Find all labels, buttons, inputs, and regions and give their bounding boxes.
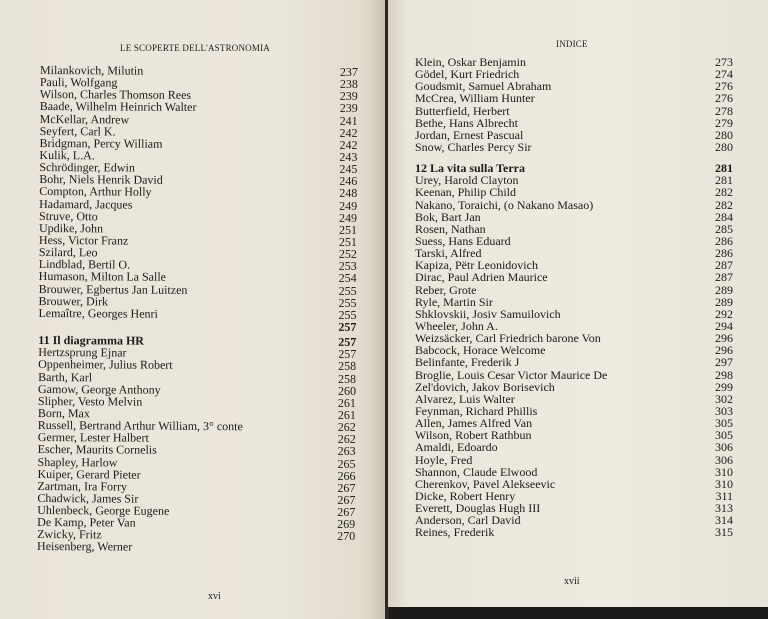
entry-name: Bohr, Niels Henrik David [39, 172, 163, 188]
entry-name: Cherenkov, Pavel Alekseevic [415, 476, 556, 491]
entry-page-number: 267 [337, 480, 356, 495]
index-entry [415, 141, 733, 153]
entry-name: Chadwick, James Sir [37, 490, 139, 506]
index-entry [415, 381, 733, 393]
entry-page-number: 305 [715, 428, 733, 443]
entry-page-number: 249 [339, 198, 358, 213]
entry-page-number: 310 [715, 476, 733, 491]
index-entry [415, 466, 733, 478]
entry-page-number: 276 [715, 79, 733, 94]
entry-page-number: 257 [338, 319, 357, 334]
entry-page-number: 258 [338, 359, 357, 374]
entry-page-number: 286 [715, 246, 733, 261]
entry-name: Dicke, Robert Henry [415, 488, 516, 503]
entry-name: Wilson, Robert Rathbun [415, 428, 532, 443]
entry-name: Heisenberg, Werner [37, 539, 133, 555]
index-entry [415, 211, 733, 223]
entry-page-number: 287 [715, 270, 733, 285]
entry-name: Belinfante, Frederik J [415, 355, 520, 370]
entry-page-number: 252 [338, 246, 357, 262]
index-entry [415, 284, 733, 296]
entry-page-number: 315 [715, 525, 733, 540]
running-head: INDICE [556, 39, 588, 49]
entry-name: Gödel, Kurt Friedrich [415, 67, 520, 82]
entry-page-number: 273 [715, 55, 733, 69]
entry-name: Urey, Harold Clayton [415, 173, 519, 188]
entry-name: Dirac, Paul Adrien Maurice [415, 270, 548, 285]
entry-name: Keenan, Philip Child [415, 185, 516, 200]
entry-name: Uhlenbeck, George Eugene [37, 503, 170, 518]
entry-name: Escher, Maurits Cornelis [37, 442, 157, 458]
entry-page-number: 270 [337, 529, 356, 544]
entry-name: Born, Max [37, 405, 90, 421]
entry-page-number: 281 [715, 173, 733, 188]
entry-page-number: 251 [338, 234, 357, 249]
entry-page-number: 296 [715, 343, 733, 358]
entry-page-number: 260 [337, 383, 357, 398]
entry-page-number: 255 [338, 295, 357, 310]
entry-page-number: 297 [715, 355, 733, 370]
entry-page-number: 286 [715, 233, 733, 248]
entry-page-number: 311 [715, 488, 733, 503]
entry-page-number: 253 [338, 259, 357, 274]
entry-name: Russell, Bertrand Arthur William, 3° conte [37, 418, 243, 434]
entry-page-number: 239 [339, 89, 358, 104]
index-entry [415, 296, 733, 308]
entry-name: Hadamard, Jacques [39, 196, 133, 212]
entry-page-number: 263 [337, 444, 356, 459]
entry-name: Broglie, Louis Cesar Victor Maurice De [415, 367, 608, 382]
entry-page-number: 249 [339, 210, 358, 225]
entry-name: Rosen, Nathan [415, 221, 486, 236]
entry-page-number: 284 [715, 209, 733, 224]
entry-name: Kuiper, Gerard Pieter [37, 466, 141, 482]
entry-name: Goudsmit, Samuel Abraham [415, 79, 552, 94]
entry-name: Szilard, Leo [38, 245, 98, 260]
page-number: xvi [208, 591, 221, 602]
index-entry [415, 105, 733, 117]
entry-page-number: 238 [339, 76, 358, 92]
index-entry [37, 540, 355, 554]
index-entry [38, 319, 356, 333]
index-entry [415, 199, 733, 211]
entry-page-number: 280 [715, 127, 733, 142]
entry-name: Bethe, Hans Albrecht [415, 115, 518, 130]
entry-name: Slipher, Vesto Melvin [37, 393, 143, 409]
entry-name: Updike, John [38, 220, 104, 236]
entry-page-number: 303 [715, 403, 733, 418]
entry-name: Pauli, Wolfgang [39, 75, 118, 90]
entry-name: Milankovich, Milutin [39, 63, 144, 78]
running-head: LE SCOPERTE DELL'ASTRONOMIA [120, 43, 270, 53]
entry-name: Kulik, L.A. [39, 147, 95, 163]
entry-name: Reines, Frederik [415, 525, 495, 540]
entry-page-number: 262 [337, 419, 356, 435]
entry-page-number: 306 [715, 440, 733, 455]
entry-page-number: 269 [337, 517, 356, 532]
entry-page-number: 274 [715, 67, 733, 82]
entry-page-number: 255 [338, 307, 357, 322]
entry-name: Zel'dovich, Jakov Borisevich [415, 379, 555, 394]
entry-name: Hertzsprung Ejnar [38, 345, 127, 360]
entry-name: Shapley, Harlow [37, 454, 118, 469]
entry-name: Bridgman, Percy William [39, 135, 163, 151]
entry-name: Klein, Oskar Benjamin [415, 55, 526, 69]
entry-name: Suess, Hans Eduard [415, 233, 511, 248]
entry-page-number: 267 [337, 492, 356, 507]
entry-page-number: 296 [715, 331, 733, 346]
entry-name: Weizsäcker, Carl Friedrich barone Von [415, 331, 601, 346]
index-entry [415, 356, 733, 368]
entry-name: Nakano, Toraichi, (o Nakano Masao) [415, 197, 594, 212]
entry-page-number: 276 [715, 91, 733, 106]
entry-page-number: 257 [338, 334, 357, 350]
entry-page-number: 278 [715, 103, 733, 118]
entry-name: Anderson, Carl David [415, 513, 521, 528]
entry-page-number: 298 [715, 367, 733, 382]
entry-name: De Kamp, Peter Van [37, 515, 136, 530]
entry-page-number: 267 [337, 504, 356, 519]
entry-name: Zwicky, Fritz [37, 527, 102, 542]
entry-name: Lindblad, Bertil O. [38, 257, 131, 272]
entry-page-number: 246 [339, 174, 358, 189]
entry-page-number: 242 [339, 125, 358, 140]
entry-page-number: 262 [337, 432, 356, 447]
entry-page-number: 292 [715, 306, 733, 321]
entry-page-number: 302 [715, 391, 733, 406]
entry-page-number: 306 [715, 452, 733, 467]
right-page [388, 0, 768, 607]
entry-page-number: 287 [715, 258, 733, 273]
entry-page-number: 281 [715, 161, 733, 176]
entry-page-number: 305 [715, 416, 733, 431]
entry-name: Oppenheimer, Julius Robert [38, 357, 173, 373]
entry-page-number: 289 [715, 282, 733, 297]
entry-name: Schrödinger, Edwin [39, 160, 135, 175]
entry-name: Seyfert, Carl K. [39, 123, 116, 139]
entry-name: Lemaître, Georges Henri [38, 305, 158, 321]
entry-page-number: 313 [715, 501, 733, 516]
entry-name: Germer, Lester Halbert [37, 430, 149, 445]
entry-name: Jordan, Ernest Pascual [415, 127, 524, 142]
index-entry [415, 526, 733, 538]
entry-name: Brouwer, Dirk [38, 293, 109, 309]
entry-page-number: 294 [715, 318, 733, 333]
index-list [415, 56, 733, 538]
entry-page-number: 299 [715, 379, 733, 394]
entry-page-number: 248 [339, 186, 358, 201]
entry-page-number: 241 [339, 113, 358, 128]
entry-name: Alvarez, Luis Walter [415, 391, 515, 406]
entry-name: Snow, Charles Percy Sir [415, 139, 532, 154]
entry-page-number: 282 [715, 197, 733, 212]
index-entry [415, 369, 733, 381]
entry-page-number: 242 [339, 137, 358, 152]
entry-page-number: 310 [715, 464, 733, 479]
entry-name: Ryle, Martin Sir [415, 294, 493, 309]
entry-name: Barth, Karl [38, 369, 93, 384]
index-entry [415, 441, 733, 453]
entry-name: Baade, Wilhelm Heinrich Walter [39, 99, 197, 115]
entry-name: Everett, Douglas Hugh III [415, 501, 541, 516]
entry-name: 11 Il diagramma HR [38, 333, 145, 348]
entry-page-number: 254 [338, 271, 357, 286]
entry-page-number: 261 [337, 395, 356, 410]
entry-name: Amaldi, Edoardo [415, 440, 498, 455]
entry-name: Zartman, Ira Forry [37, 478, 128, 494]
index-entry [415, 92, 733, 104]
entry-page-number: 255 [338, 283, 357, 298]
entry-name: Reber, Grote [415, 282, 477, 297]
entry-page-number: 258 [338, 371, 357, 386]
index-list [37, 64, 358, 555]
entry-name: Shklovskii, Josiv Samuilovich [415, 306, 561, 321]
entry-name: Butterfield, Herbert [415, 103, 510, 118]
entry-name: McCrea, William Hunter [415, 91, 535, 106]
entry-name: Shannon, Claude Elwood [415, 464, 538, 479]
entry-name: Brouwer, Egbertus Jan Luitzen [38, 281, 188, 297]
entry-page-number: 266 [337, 468, 356, 483]
entry-name: Kapiza, Pëtr Leonidovich [415, 258, 538, 273]
entry-page-number: 243 [339, 149, 358, 164]
entry-page-number: 280 [715, 139, 733, 154]
entry-page-number: 282 [715, 185, 733, 200]
entry-name: 12 La vita sulla Terra [415, 161, 526, 176]
entry-page-number: 314 [715, 513, 733, 528]
entry-name: Compton, Arthur Holly [39, 184, 152, 200]
entry-name: Allen, James Alfred Van [415, 416, 533, 431]
entry-name: Tarski, Alfred [415, 246, 482, 261]
entry-page-number: 289 [715, 294, 733, 309]
entry-name: Wheeler, John A. [415, 318, 498, 333]
entry-name: Wilson, Charles Thomson Rees [39, 87, 192, 103]
entry-name: McKellar, Andrew [39, 111, 130, 127]
entry-name: Hoyle, Fred [415, 452, 473, 467]
entry-name: Struve, Otto [39, 208, 98, 224]
entry-page-number: 261 [337, 407, 356, 422]
entry-name: Gamow, George Anthony [37, 381, 161, 397]
entry-page-number: 279 [715, 115, 733, 130]
entry-page-number: 237 [339, 64, 359, 79]
entry-page-number: 245 [339, 161, 358, 177]
entry-page-number: 285 [715, 221, 733, 236]
page-number: xvii [564, 576, 580, 587]
entry-name: Bok, Bart Jan [415, 209, 481, 224]
entry-name: Humason, Milton La Salle [38, 269, 167, 285]
entry-page-number: 257 [338, 347, 357, 362]
entry-name: Hess, Victor Franz [38, 232, 129, 248]
entry-page-number: 265 [337, 456, 356, 471]
index-entry [415, 271, 733, 283]
entry-name: Feynman, Richard Phillis [415, 403, 538, 418]
index-entry [415, 186, 733, 198]
entry-page-number: 239 [339, 101, 358, 116]
index-entry [415, 454, 733, 466]
entry-name: Babcock, Horace Welcome [415, 343, 546, 358]
entry-page-number: 251 [338, 222, 358, 237]
